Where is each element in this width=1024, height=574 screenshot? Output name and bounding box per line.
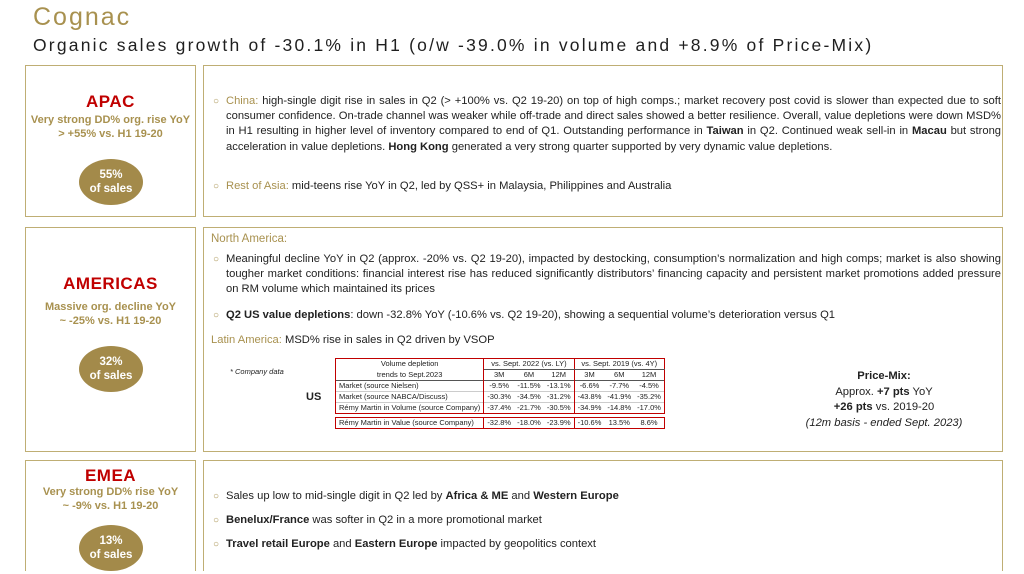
us-depletions-label: Q2 US value depletions bbox=[226, 309, 351, 321]
emea-desc-line1: Very strong DD% rise YoY bbox=[42, 486, 179, 498]
americas-detail-box bbox=[203, 227, 1003, 452]
row-label: Rémy Martin in Volume (source Company) bbox=[336, 403, 484, 414]
company-data-note: * Company data bbox=[230, 367, 284, 376]
emea-b1-c: and bbox=[508, 490, 534, 502]
price-mix-line2 bbox=[789, 400, 979, 416]
hong-kong-label: Hong Kong bbox=[388, 140, 449, 153]
americas-summary-box bbox=[25, 227, 196, 452]
table-row bbox=[336, 418, 665, 429]
price-mix-block bbox=[789, 369, 979, 431]
row-label: Market (source Nielsen) bbox=[336, 381, 484, 392]
table-cell: -30.5% bbox=[544, 403, 574, 414]
table-row bbox=[336, 392, 665, 403]
emea-region-desc bbox=[26, 486, 195, 513]
americas-share-value: 32% bbox=[99, 356, 123, 368]
table-header-group-4y: vs. Sept. 2019 (vs. 4Y) bbox=[574, 359, 664, 370]
pm-l2b: vs. 2019-20 bbox=[872, 401, 935, 413]
table-cell: -43.8% bbox=[577, 392, 602, 401]
emea-b2-b: was softer in Q2 in a more promotional market bbox=[309, 514, 542, 526]
table-row bbox=[336, 381, 665, 392]
emea-b3-b: and bbox=[329, 538, 355, 550]
bullet-circle-icon: ○ bbox=[213, 254, 220, 265]
table-cell: -34.9% bbox=[577, 403, 602, 412]
bullet-circle-icon: ○ bbox=[213, 491, 220, 502]
latin-america-line bbox=[211, 333, 991, 348]
emea-b1-d: Western Europe bbox=[533, 490, 619, 502]
bullet-circle-icon: ○ bbox=[213, 181, 220, 192]
table-cell: -18.0% bbox=[517, 418, 541, 427]
pm-l1a: Approx. bbox=[835, 385, 877, 398]
table-col-header: 3M bbox=[584, 370, 595, 379]
north-america-text: Meaningful decline YoY in Q2 (approx. -20% vs. Q2 19-20), impacted by destocking, consumption’s normalization and high comps; market is also showing tougher market conditions: financial interest rise has reduced significantly distributors’ financing capacity and persistent market promotions added pressure on RM volume which maintained its prices bbox=[226, 253, 1001, 296]
price-mix-line3: (12m basis - ended Sept. 2023) bbox=[805, 416, 963, 429]
apac-bullet-rest-of-asia bbox=[213, 179, 1001, 194]
emea-bullet-3 bbox=[213, 537, 1001, 552]
americas-sales-badge bbox=[79, 346, 143, 392]
bullet-circle-icon: ○ bbox=[213, 515, 220, 526]
emea-bullet-1 bbox=[213, 489, 1001, 504]
emea-sales-badge bbox=[79, 525, 143, 571]
emea-bullet-2 bbox=[213, 513, 1001, 528]
table-col-header: 6M bbox=[523, 370, 535, 379]
americas-share-label: of sales bbox=[89, 370, 133, 382]
table-cell: -21.7% bbox=[517, 403, 541, 412]
apac-summary-box bbox=[25, 65, 196, 217]
emea-b1-b: Africa & ME bbox=[445, 490, 509, 502]
emea-b3-d: impacted by geopolitics context bbox=[437, 538, 597, 550]
north-america-heading: North America: bbox=[211, 233, 288, 245]
apac-detail-box bbox=[203, 65, 1003, 217]
price-mix-line1 bbox=[789, 385, 979, 401]
page-subtitle: Organic sales growth of -30.1% in H1 (o/w -39.0% in volume and +8.9% of Price-Mix) bbox=[33, 35, 874, 55]
table-header-left-2: trends to Sept.2023 bbox=[336, 370, 484, 381]
apac-desc-line1: Very strong DD% org. rise YoY bbox=[30, 114, 191, 126]
table-cell: -41.9% bbox=[607, 392, 632, 401]
page-title: Cognac bbox=[33, 3, 132, 31]
table-cell: -9.5% bbox=[489, 381, 509, 390]
table-cell: -17.0% bbox=[634, 403, 664, 414]
emea-b3-c: Eastern Europe bbox=[354, 538, 438, 550]
table-cell: -30.3% bbox=[487, 392, 512, 401]
price-mix-title: Price-Mix: bbox=[857, 370, 911, 382]
emea-region-name: EMEA bbox=[84, 466, 137, 485]
table-cell: -11.5% bbox=[517, 381, 541, 390]
bullet-circle-icon: ○ bbox=[213, 539, 220, 550]
table-col-header: 6M bbox=[614, 370, 625, 379]
china-text-a: high-single digit rise in sales in Q2 (> +100% vs. Q2 19-20) on top of high comps.; market recovery post covid is slower than expected due to soft consumer confidence. On-trade channel was weaker while off-trade and direct sales showed a better resilience. Overall, value depletions were down MSD% in H1 resulting in higher level of inventory compared to end of Q1. Outstanding performance in bbox=[226, 95, 1001, 138]
table-col-header: 12M bbox=[544, 370, 574, 381]
emea-desc-line2: ~ -9% vs. H1 19-20 bbox=[62, 499, 159, 512]
americas-bullet-north-america bbox=[213, 252, 1001, 298]
table-cell: -14.8% bbox=[607, 403, 632, 412]
americas-desc-line2: ~ -25% vs. H1 19-20 bbox=[59, 314, 162, 327]
latin-america-label: Latin America: bbox=[211, 334, 282, 346]
china-label: China: bbox=[226, 95, 259, 107]
table-cell: -4.5% bbox=[634, 381, 664, 392]
emea-share-label: of sales bbox=[89, 549, 133, 561]
emea-detail-box bbox=[203, 460, 1003, 571]
emea-b2-a: Benelux/France bbox=[226, 514, 310, 526]
table-cell: -32.8% bbox=[487, 418, 512, 427]
table-cell: 13.5% bbox=[608, 418, 630, 427]
latin-america-text: MSD% rise in sales in Q2 driven by VSOP bbox=[281, 334, 495, 346]
americas-bullet-us-depletions bbox=[213, 308, 1001, 323]
china-text-b: in Q2. Continued weak sell-in in bbox=[743, 125, 912, 138]
apac-desc-line2: > +55% vs. H1 19-20 bbox=[58, 127, 163, 140]
emea-summary-box bbox=[25, 460, 196, 571]
china-text-d: generated a very strong quarter supported by very dynamic value depletions. bbox=[448, 140, 833, 153]
pm-l1b: +7 pts bbox=[876, 385, 910, 398]
rest-of-asia-text: mid-teens rise YoY in Q2, led by QSS+ in Malaysia, Philippines and Australia bbox=[288, 180, 672, 192]
us-label: US bbox=[306, 391, 322, 403]
table-header-group-ly: vs. Sept. 2022 (vs. LY) bbox=[484, 359, 574, 370]
china-text-c: but strong acceleration in value depletions. bbox=[226, 125, 1002, 153]
taiwan-label: Taiwan bbox=[706, 125, 744, 138]
americas-desc-line1: Massive org. decline YoY bbox=[44, 301, 177, 313]
emea-b1-a: Sales up low to mid-single digit in Q2 led by bbox=[226, 490, 446, 502]
table-cell: -23.9% bbox=[544, 418, 574, 429]
table-header-left-1: Volume depletion bbox=[336, 359, 484, 370]
table-cell: -7.7% bbox=[609, 381, 630, 390]
volume-depletion-table bbox=[335, 358, 665, 429]
row-label: Market (source NABCA/Discuss) bbox=[336, 392, 484, 403]
row-label: Rémy Martin in Value (source Company) bbox=[336, 418, 484, 429]
apac-share-label: of sales bbox=[89, 183, 133, 195]
rest-of-asia-label: Rest of Asia: bbox=[226, 180, 289, 192]
table-cell: -6.6% bbox=[579, 381, 600, 390]
pm-l2a: +26 pts bbox=[833, 401, 873, 413]
table-cell: -31.2% bbox=[544, 392, 574, 403]
table-row bbox=[336, 403, 665, 414]
emea-b3-a: Travel retail Europe bbox=[226, 538, 330, 550]
americas-region-name: AMERICAS bbox=[63, 274, 158, 293]
pm-l1c: YoY bbox=[909, 385, 933, 398]
apac-sales-badge bbox=[79, 159, 143, 205]
table-cell: -35.2% bbox=[634, 392, 664, 403]
apac-region-name: APAC bbox=[86, 92, 135, 111]
apac-share-value: 55% bbox=[99, 169, 123, 181]
emea-share-value: 13% bbox=[99, 535, 123, 547]
table-cell: -34.5% bbox=[517, 392, 541, 401]
macau-label: Macau bbox=[911, 125, 947, 138]
table-cell: 8.6% bbox=[640, 418, 658, 427]
table-cell: -37.4% bbox=[487, 403, 512, 412]
apac-bullet-china bbox=[213, 94, 1002, 155]
table-col-header: 3M bbox=[493, 370, 505, 379]
table-col-header: 12M bbox=[634, 370, 664, 381]
table-cell: -10.6% bbox=[577, 418, 602, 427]
bullet-circle-icon: ○ bbox=[213, 96, 220, 107]
apac-region-desc bbox=[26, 114, 195, 141]
table-cell: -13.1% bbox=[544, 381, 574, 392]
americas-region-desc bbox=[26, 301, 195, 328]
bullet-circle-icon: ○ bbox=[213, 310, 220, 321]
us-depletions-text: : down -32.8% YoY (-10.6% vs. Q2 19-20), showing a sequential volume’s deterioration versus Q1 bbox=[350, 309, 835, 321]
